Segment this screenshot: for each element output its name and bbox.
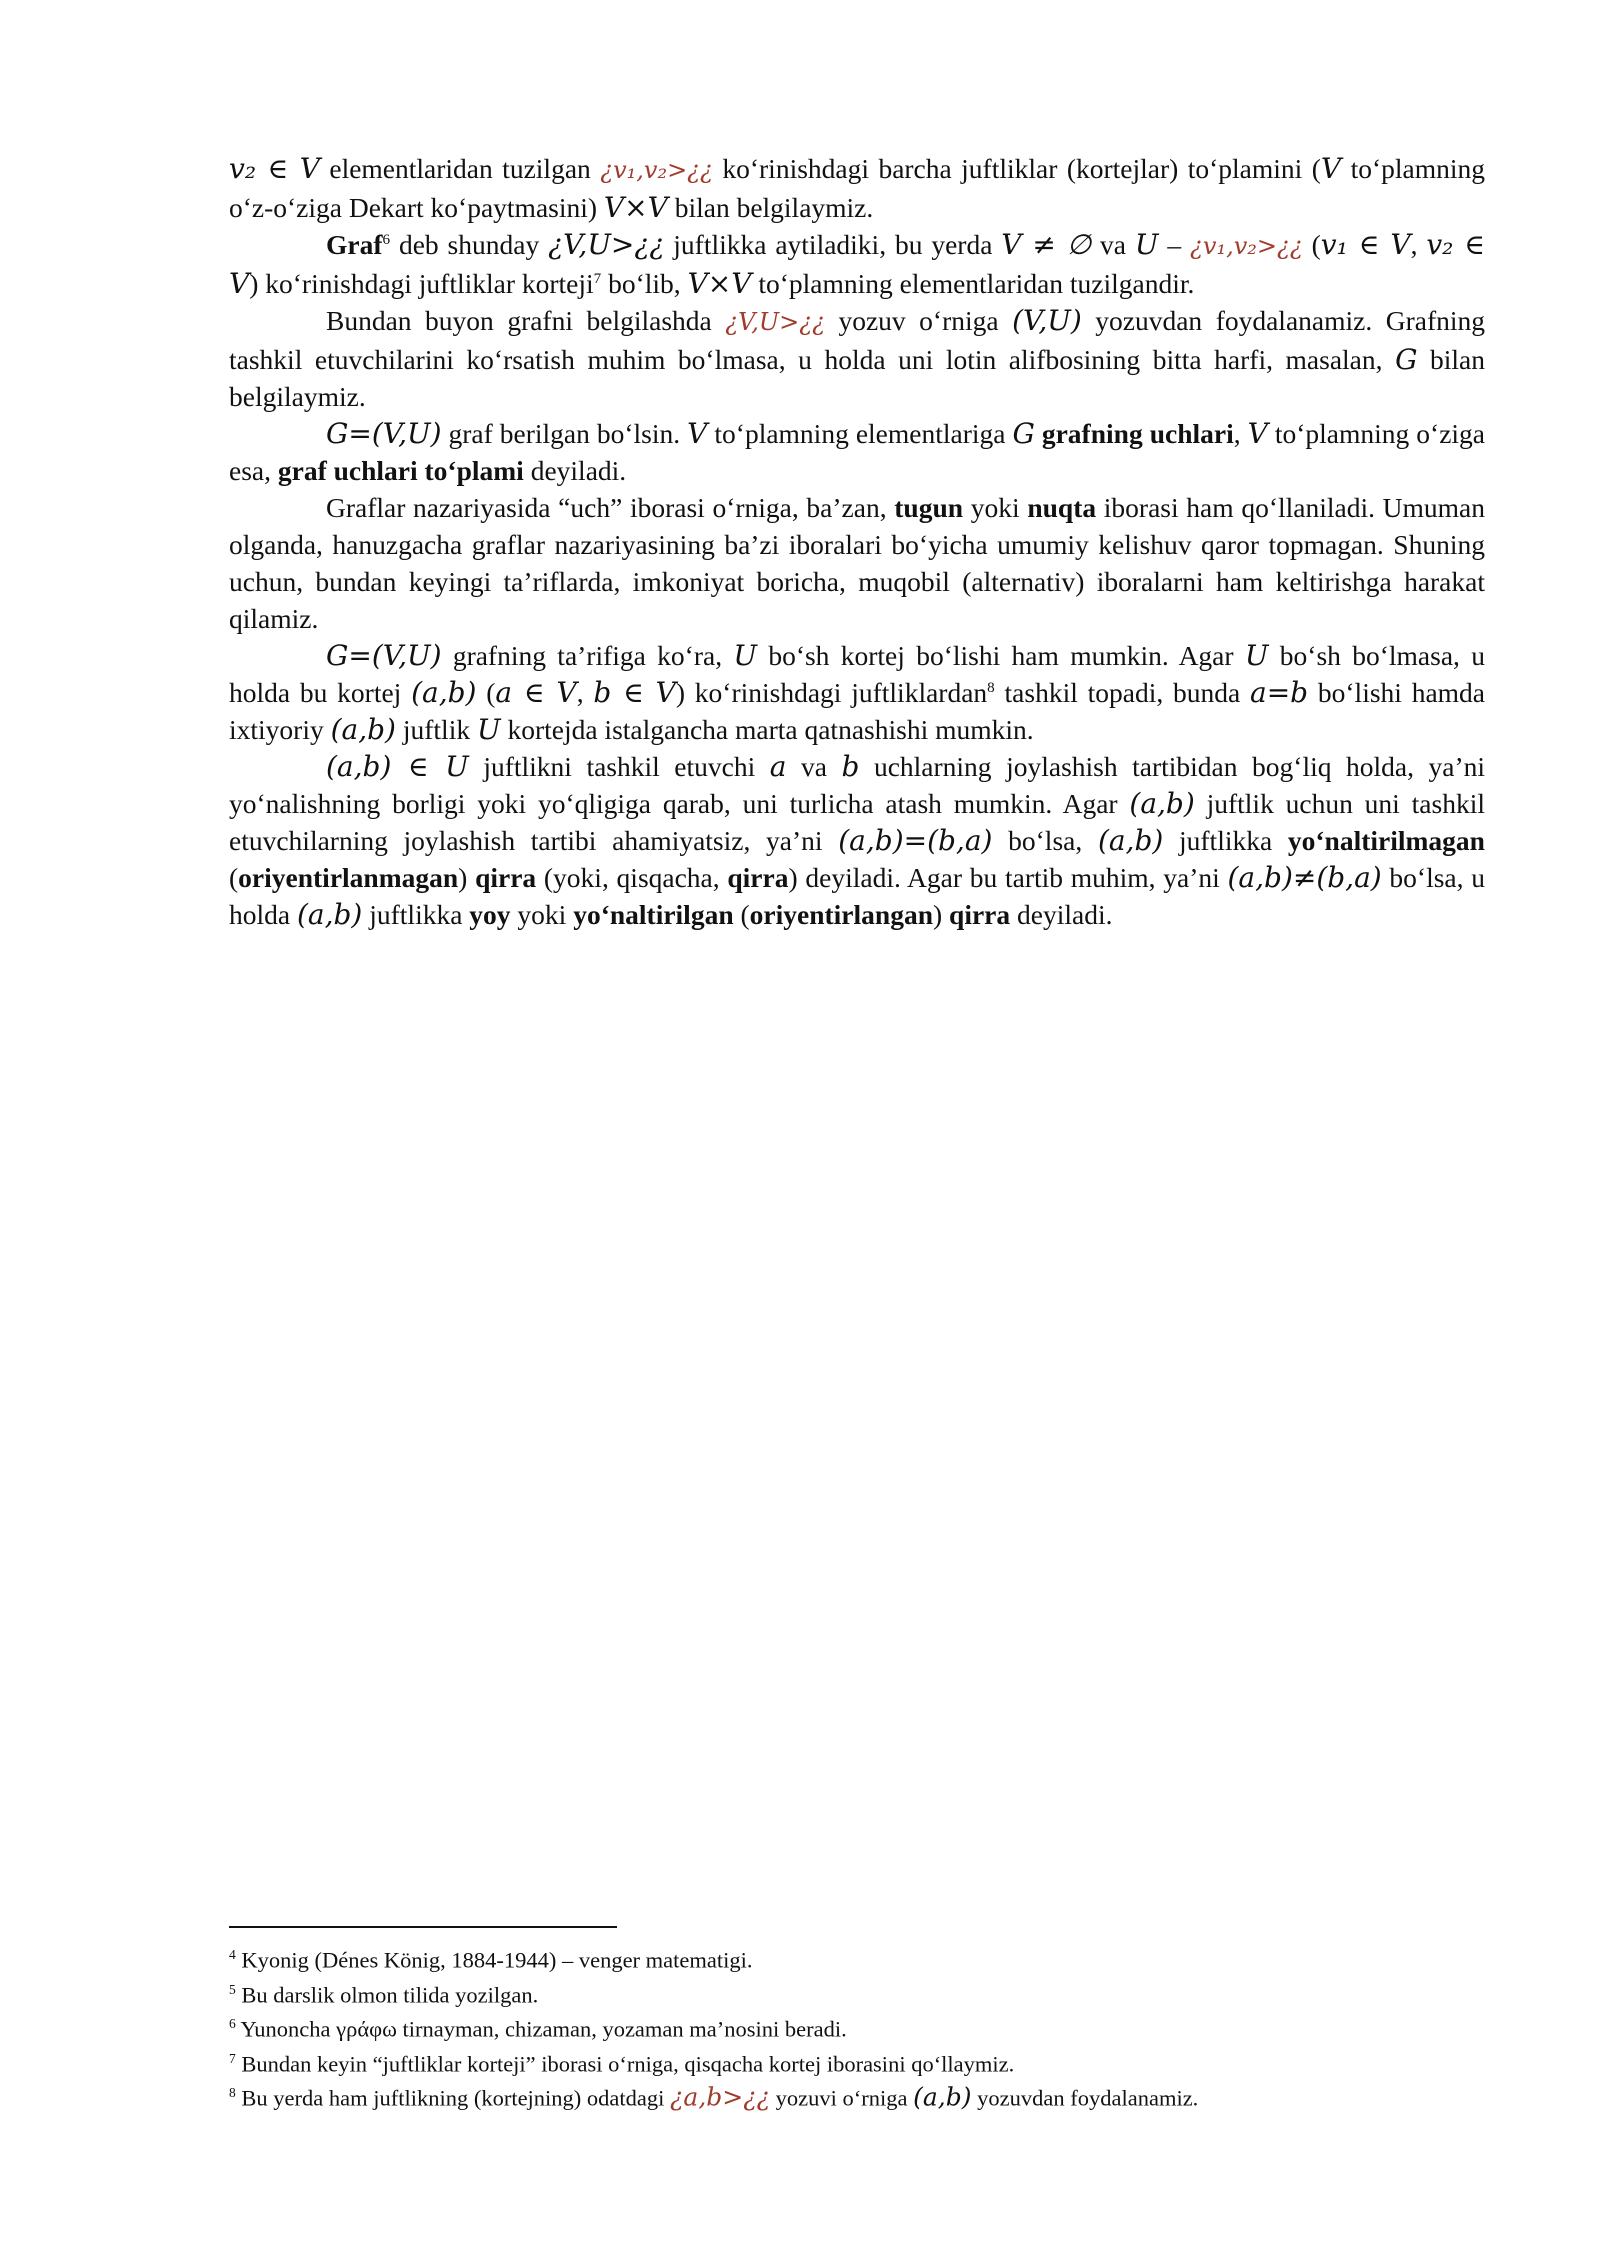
- math-G: G: [1395, 343, 1418, 376]
- math-pair: ¿v₁,v₂>¿¿: [1190, 232, 1303, 260]
- main-text: [229, 150, 1485, 933]
- math-ab-in-U: (a,b) ∈ U: [326, 750, 469, 783]
- text: graf berilgan bo‘lsin.: [441, 418, 688, 449]
- text: elementlaridan tuzilgan: [319, 153, 601, 184]
- text: juftlikka aytiladiki, bu yerda: [664, 229, 1002, 260]
- term-qirra: qirra: [475, 862, 537, 893]
- text: bo‘lishi hamda ixtiyoriy: [229, 677, 1486, 745]
- term-qirra: qirra: [727, 862, 789, 893]
- math-b: b: [841, 750, 860, 783]
- text: to‘plamning elementlariga: [707, 418, 1013, 449]
- footnote-4: [229, 1940, 1485, 1975]
- term-yoy: yoy: [469, 899, 511, 930]
- paragraph-3: [229, 302, 1485, 415]
- math-VU-paren: (V,U): [1012, 304, 1082, 337]
- text: kortejda istalgancha marta qatnashishi mumkin.: [500, 714, 1034, 745]
- paragraph-6: [229, 637, 1485, 748]
- text: juftlik: [395, 714, 477, 745]
- term-nuqta: nuqta: [1027, 492, 1097, 523]
- text: –: [1158, 229, 1191, 260]
- math-G: G: [1012, 417, 1035, 450]
- math-ab: (a,b): [1129, 787, 1195, 820]
- math-VxV: V×V: [687, 267, 752, 300]
- math-G-def: G=(V,U): [326, 639, 442, 672]
- text: bilan belgilaymiz.: [229, 344, 1485, 412]
- text: yozuvdan foydalanamiz. Grafning tashkil etuvchilarini ko‘rsatish muhim bo‘lmasa, u holda uni lotin alifbosining bitta harfi, masalan,: [229, 305, 1485, 375]
- footnote-number: 4: [229, 1947, 236, 1962]
- math-a-in-V: a ∈ V: [495, 676, 577, 709]
- math-V: V: [1247, 417, 1268, 450]
- text: ,: [1410, 229, 1427, 260]
- footnotes: [229, 1926, 1485, 2113]
- term-graf-uchlari-toplami: graf uchlari to‘plami: [277, 455, 524, 486]
- paragraph-5: [229, 489, 1485, 637]
- math-a-eq-b: a=b: [1250, 676, 1309, 709]
- text: to‘plamning elementlaridan tuzilgandir.: [751, 268, 1195, 299]
- text: Bundan buyon grafni belgilashda: [326, 305, 726, 336]
- math-ab: (a,b): [1097, 824, 1164, 857]
- text: ,: [576, 677, 594, 708]
- text: yozuv o‘rniga: [824, 305, 1013, 336]
- math-V-nonempty: V ≠ ∅: [1001, 228, 1092, 261]
- math-v1-in-V: v₁ ∈ V: [1320, 228, 1411, 261]
- text: ko‘rinishdagi barcha juftliklar (kortejlar) to‘plamini (: [712, 153, 1321, 184]
- term-oriyentirlanmagan: oriyentirlanmagan: [238, 862, 459, 893]
- footnote-5: [229, 1975, 1485, 2010]
- math-ab: (a,b): [411, 676, 477, 709]
- text: ): [458, 862, 476, 893]
- paragraph-4: [229, 415, 1485, 489]
- term-grafning-uchlari: grafning uchlari: [1034, 418, 1234, 449]
- text: juftlikka: [362, 899, 470, 930]
- text: ) ko‘rinishdagi juftliklar korteji: [249, 268, 594, 299]
- footnote-8: [229, 2078, 1485, 2113]
- term-oriyentirlangan: oriyentirlangan: [749, 899, 933, 930]
- footnote-6: [229, 2009, 1485, 2044]
- text: ) ko‘rinishdagi juftliklardan: [675, 677, 988, 708]
- text: to‘plamning o‘ziga esa,: [229, 418, 1486, 486]
- text: iborasi ham qo‘llaniladi. Umuman olganda, hanuzgacha graflar nazariyasining ba’zi iboralari bo‘yicha umumiy kelishuv qaror topmagan. Shuning uchun, bundan keyingi ta’riflarda, imkoniyat boricha, muqobil (alternativ) iboralarni ham keltirishga harakat qilamiz.: [229, 492, 1485, 634]
- math-U: U: [1134, 228, 1159, 261]
- footnote-ref-8: 8: [987, 679, 995, 696]
- term-qirra: qirra: [949, 899, 1011, 930]
- math-v2-in-V: v₂ ∈ V: [229, 152, 320, 185]
- text: (: [733, 899, 750, 930]
- math-V: V: [1320, 152, 1342, 185]
- text: bo‘lib,: [601, 268, 688, 299]
- math-ab: (a,b): [330, 713, 396, 746]
- footnote-text: Bundan keyin “juftliklar korteji” iborasi o‘rniga, qisqacha kortej iborasini qo‘llaymiz.: [241, 2051, 1015, 2076]
- footnote-number: 6: [229, 2016, 236, 2031]
- math-U: U: [476, 713, 501, 746]
- footnote-number: 5: [229, 1981, 236, 1997]
- math-v2-in-V: v₂ ∈ V: [229, 228, 1486, 300]
- paragraph-1: [229, 150, 1485, 226]
- paragraph-2: [229, 226, 1485, 302]
- math-G-def: G=(V,U): [326, 417, 442, 450]
- math-ab: (a,b): [296, 898, 363, 931]
- text: va: [786, 751, 842, 782]
- footnote-7: [229, 2044, 1485, 2079]
- text: bo‘sh bo‘lmasa, u holda bu kortej: [229, 640, 1485, 708]
- text: ,: [1233, 418, 1248, 449]
- footnote-text: yozuvdan foydalanamiz.: [971, 2085, 1199, 2111]
- text: tashkil topadi, bunda: [994, 677, 1251, 708]
- text: va: [1091, 229, 1135, 260]
- math-ab-ne-ba: (a,b)≠(b,a): [1227, 861, 1382, 894]
- text: Graflar nazariyasida “uch” iborasi o‘rniga, ba’zan,: [326, 492, 895, 523]
- footnote-text: Bu yerda ham juftlikning (kortejning) odatdagi: [241, 2085, 671, 2111]
- term-graf: Graf: [326, 229, 383, 260]
- term-tugun: tugun: [894, 492, 964, 523]
- math-VU-pair: ¿V,U>¿¿: [548, 228, 665, 261]
- math-V: V: [687, 417, 708, 450]
- text: (: [476, 677, 496, 708]
- footnote-text: Kyonig (Dénes König, 1884-1944) – venger matematigi.: [241, 1947, 753, 1973]
- text: deyiladi.: [523, 455, 627, 486]
- text: ) deyiladi. Agar bu tartib muhim, ya’ni: [788, 862, 1228, 893]
- text: juftlikka: [1163, 825, 1288, 856]
- text: bo‘sh kortej bo‘lishi ham mumkin. Agar: [757, 640, 1245, 671]
- text: (: [1302, 229, 1321, 260]
- text: yoki: [963, 492, 1028, 523]
- text: ): [933, 899, 950, 930]
- math-b-in-V: b ∈ V: [593, 676, 676, 709]
- text: juftlik uchun uni tashkil etuvchilarning joylashish tartibi ahamiyatsiz, ya’ni: [229, 788, 1485, 856]
- math-U: U: [733, 639, 757, 672]
- math-U: U: [1244, 639, 1269, 672]
- text: (yoki, qisqacha,: [536, 862, 728, 893]
- footnote-ref-7: 7: [593, 270, 602, 287]
- text: uchlarning joylashish tartibidan bog‘liq holda, ya’ni yo‘nalishning borligi yoki yo‘qligiga qarab, uni turlicha atash mumkin. Agar: [229, 751, 1485, 819]
- math-ab-eq-ba: (a,b)=(b,a): [838, 824, 993, 857]
- text: bo‘lsa, u holda: [229, 862, 1485, 930]
- math-ab-angle: ¿a,b>¿¿: [670, 2082, 771, 2112]
- footnote-text: Yunoncha γράφω tirnayman, chizaman, yozaman ma’nosini beradi.: [240, 2016, 847, 2042]
- math-a: a: [769, 750, 787, 783]
- paragraph-7: [229, 748, 1485, 933]
- footnote-number: 7: [229, 2050, 236, 2066]
- text: deyiladi.: [1010, 899, 1113, 930]
- footnote-ref-6: 6: [382, 231, 391, 248]
- text: juftlikni tashkil etuvchi: [468, 751, 770, 782]
- math-VxV: V×V: [603, 191, 668, 224]
- text: bo‘lsa,: [992, 825, 1098, 856]
- footnote-text: yozuvi o‘rniga: [770, 2085, 914, 2111]
- term-yonaltirilmagan: yo‘naltirilmagan: [1287, 825, 1485, 856]
- text: deb shunday: [390, 229, 549, 260]
- text: (: [229, 862, 239, 893]
- footnote-text: Bu darslik olmon tilida yozilgan.: [241, 1982, 539, 2007]
- math-ab-paren: (a,b): [913, 2082, 972, 2112]
- footnote-number: 8: [229, 2085, 236, 2100]
- text: yoki: [510, 899, 574, 930]
- text: grafning ta’rifiga ko‘ra,: [441, 640, 734, 671]
- text: to‘plamning o‘z-o‘ziga Dekart ko‘paytmasini): [229, 153, 1485, 223]
- term-yonaltirilgan: yo‘naltirilgan: [573, 899, 734, 930]
- footnote-separator: [229, 1926, 617, 1928]
- math-VU-pair: ¿V,U>¿¿: [725, 308, 825, 336]
- text: bilan belgilaymiz.: [667, 192, 874, 223]
- math-pair: ¿v₁,v₂>¿¿: [600, 156, 713, 184]
